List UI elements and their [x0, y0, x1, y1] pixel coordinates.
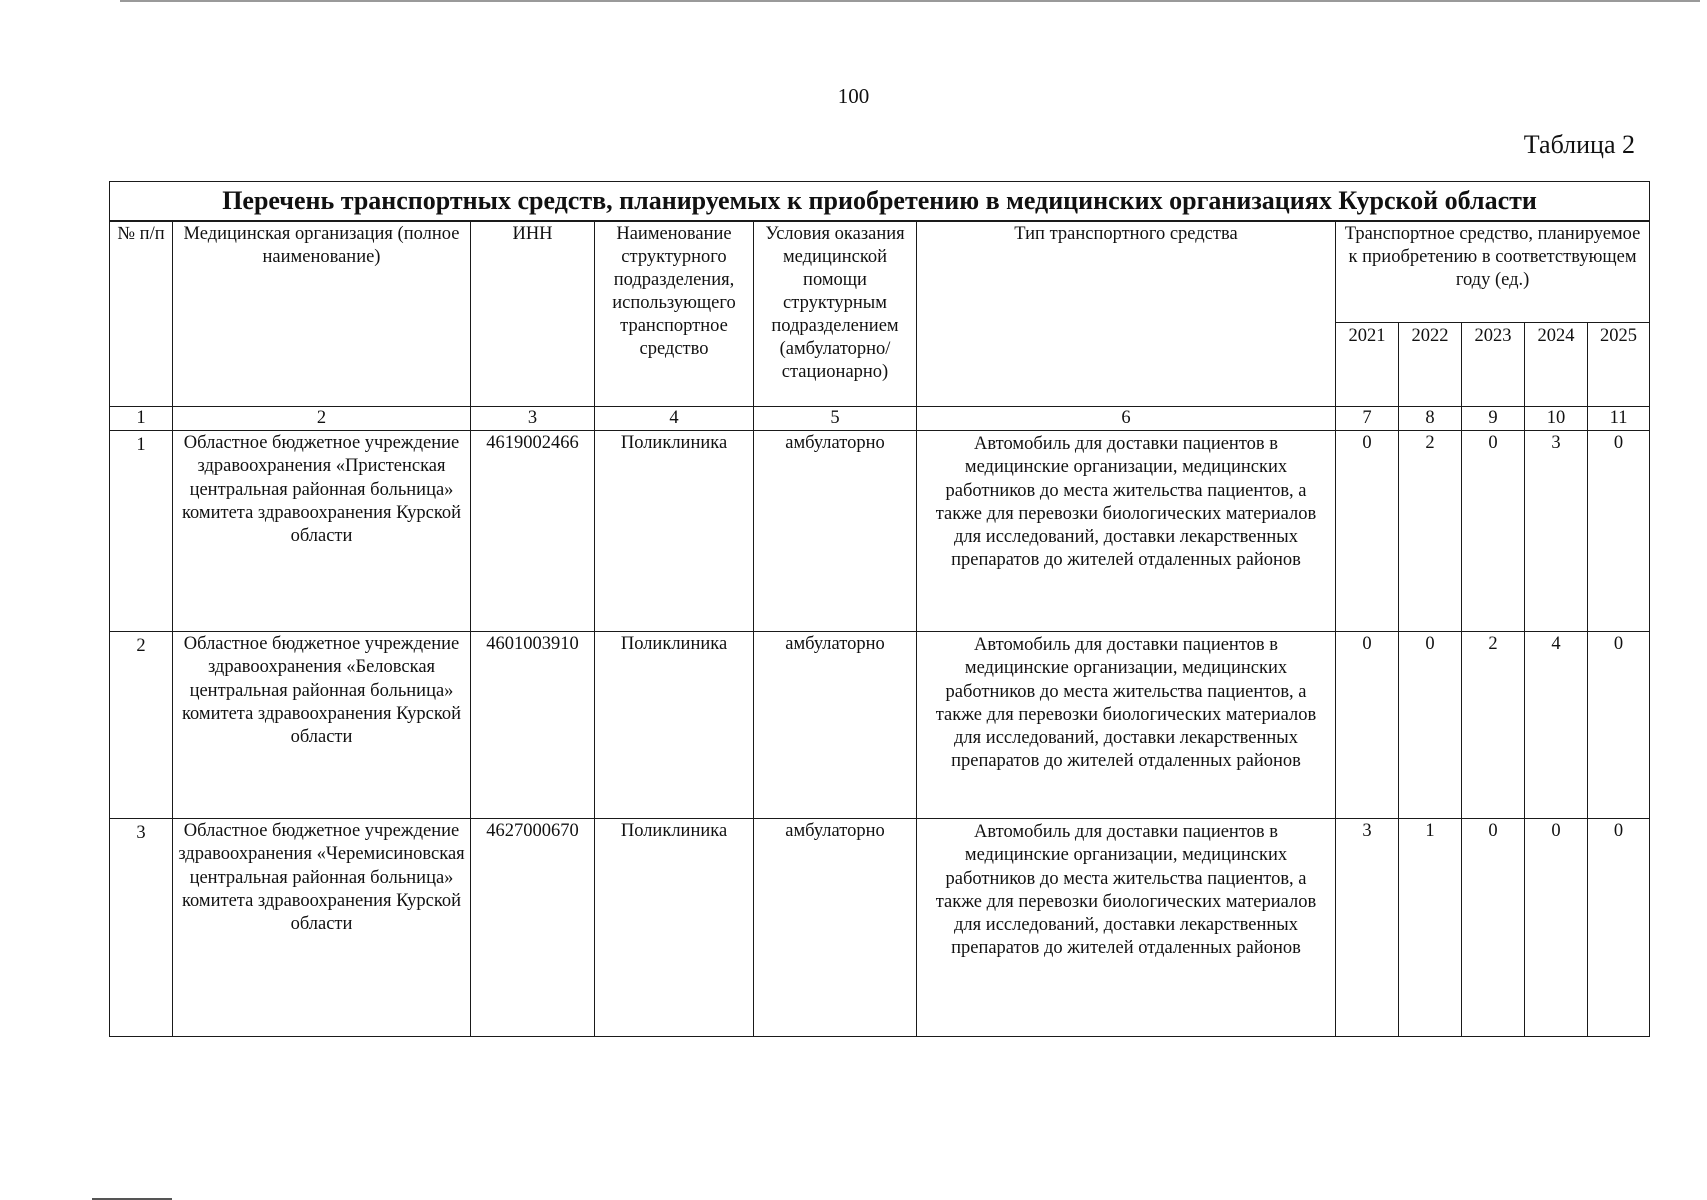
organization-cell: Областное бюджетное учреждение здравоохранения «Беловская центральная районная больница» комитета здравоохранения Курской области — [173, 632, 471, 819]
count-2025: 0 — [1588, 431, 1650, 632]
table-title: Перечень транспортных средств, планируемых к приобретению в медицинских организациях Курской области — [110, 182, 1650, 221]
column-number: 10 — [1525, 407, 1588, 431]
organization-cell: Областное бюджетное учреждение здравоохранения «Пристенская центральная районная больница» комитета здравоохранения Курской области — [173, 431, 471, 632]
column-number: 3 — [471, 407, 595, 431]
count-2021: 0 — [1336, 431, 1399, 632]
unit-cell: Поликлиника — [595, 819, 754, 1037]
count-2023: 0 — [1462, 431, 1525, 632]
column-number: 8 — [1399, 407, 1462, 431]
count-2025: 0 — [1588, 632, 1650, 819]
count-2024: 3 — [1525, 431, 1588, 632]
count-2022: 1 — [1399, 819, 1462, 1037]
header-vehicle-type: Тип транспортного средства — [917, 221, 1336, 407]
count-2023: 2 — [1462, 632, 1525, 819]
column-number: 1 — [110, 407, 173, 431]
header-conditions: Условия оказания медицинской помощи структурным подразделением (амбулаторно/ стационарно) — [754, 221, 917, 407]
page-number: 100 — [837, 84, 870, 108]
unit-cell: Поликлиника — [595, 431, 754, 632]
count-2021: 3 — [1336, 819, 1399, 1037]
table-row — [110, 819, 1650, 1037]
inn-cell: 4601003910 — [471, 632, 595, 819]
row-number: 2 — [110, 632, 173, 819]
column-number: 7 — [1336, 407, 1399, 431]
count-2025: 0 — [1588, 819, 1650, 1037]
table-label: Таблица 2 — [1523, 130, 1635, 159]
header-year: 2025 — [1588, 323, 1650, 407]
conditions-cell: амбулаторно — [754, 632, 917, 819]
table-row — [110, 431, 1650, 632]
count-2023: 0 — [1462, 819, 1525, 1037]
conditions-cell: амбулаторно — [754, 431, 917, 632]
column-number: 9 — [1462, 407, 1525, 431]
count-2022: 0 — [1399, 632, 1462, 819]
vehicle-type-cell: Автомобиль для доставки пациентов в медицинские организации, медицинских работников до места жительства пациентов, а также для перевозки биологических материалов для исследований, доставки лекарственных препаратов до жителей отдаленных районов — [917, 431, 1336, 632]
column-number: 6 — [917, 407, 1336, 431]
count-2024: 4 — [1525, 632, 1588, 819]
vehicle-type-cell: Автомобиль для доставки пациентов в медицинские организации, медицинских работников до места жительства пациентов, а также для перевозки биологических материалов для исследований, доставки лекарственных препаратов до жителей отдаленных районов — [917, 819, 1336, 1037]
column-number: 11 — [1588, 407, 1650, 431]
row-number: 3 — [110, 819, 173, 1037]
table-row — [110, 632, 1650, 819]
unit-cell: Поликлиника — [595, 632, 754, 819]
header-inn: ИНН — [471, 221, 595, 407]
column-number: 2 — [173, 407, 471, 431]
header-unit: Наименование структурного подразделения, использующего транспортное средство — [595, 221, 754, 407]
header-num: № п/п — [110, 221, 173, 407]
scan-top-edge — [120, 0, 1700, 2]
count-2021: 0 — [1336, 632, 1399, 819]
vehicle-table — [109, 181, 1650, 1037]
header-year: 2021 — [1336, 323, 1399, 407]
column-number: 4 — [595, 407, 754, 431]
row-number: 1 — [110, 431, 173, 632]
organization-cell: Областное бюджетное учреждение здравоохранения «Черемисиновская центральная районная больница» комитета здравоохранения Курской области — [173, 819, 471, 1037]
header-year: 2022 — [1399, 323, 1462, 407]
count-2024: 0 — [1525, 819, 1588, 1037]
count-2022: 2 — [1399, 431, 1462, 632]
conditions-cell: амбулаторно — [754, 819, 917, 1037]
vehicle-type-cell: Автомобиль для доставки пациентов в медицинские организации, медицинских работников до места жительства пациентов, а также для перевозки биологических материалов для исследований, доставки лекарственных препаратов до жителей отдаленных районов — [917, 632, 1336, 819]
header-planned: Транспортное средство, планируемое к приобретению в соответствующем году (ед.) — [1336, 221, 1650, 323]
inn-cell: 4619002466 — [471, 431, 595, 632]
header-year: 2023 — [1462, 323, 1525, 407]
header-organization: Медицинская организация (полное наименование) — [173, 221, 471, 407]
column-number: 5 — [754, 407, 917, 431]
header-year: 2024 — [1525, 323, 1588, 407]
inn-cell: 4627000670 — [471, 819, 595, 1037]
